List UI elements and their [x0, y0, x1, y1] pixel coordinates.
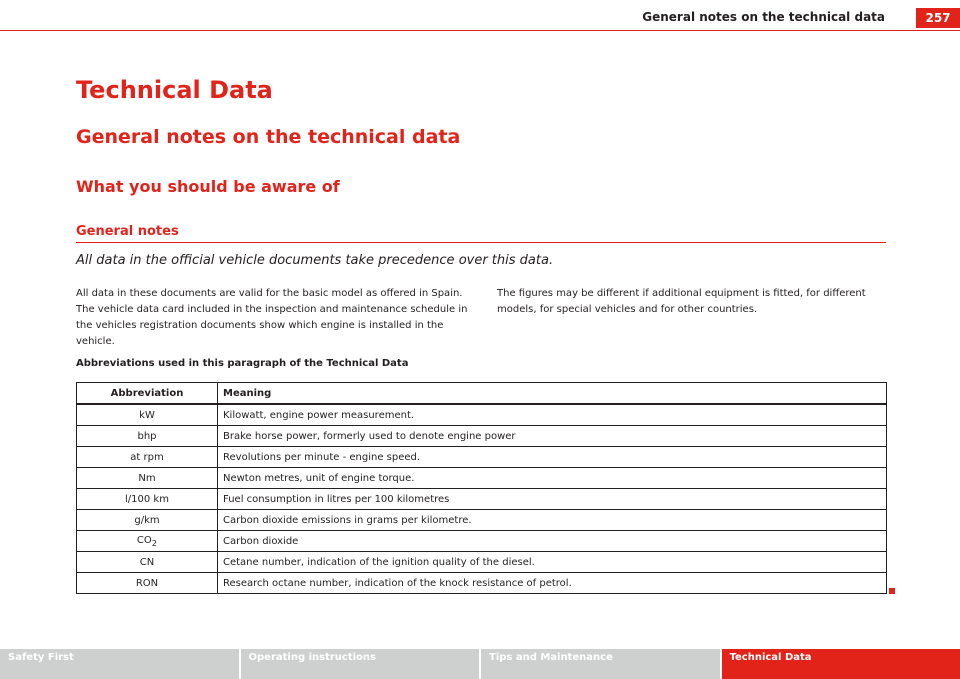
abbreviation-cell: bhp	[77, 426, 218, 447]
table-row	[77, 426, 887, 447]
meaning-cell: Carbon dioxide	[218, 531, 887, 552]
end-of-section-square-icon	[889, 588, 895, 594]
meaning-cell: Carbon dioxide emissions in grams per kilometre.	[218, 510, 887, 531]
body-paragraph-right: The figures may be different if additional equipment is fitted, for different models, for special vehicles and for other countries.	[497, 288, 866, 315]
abbreviations-table	[76, 382, 887, 594]
table-row	[77, 531, 887, 552]
meaning-cell: Fuel consumption in litres per 100 kilometres	[218, 489, 887, 510]
meaning-cell: Kilowatt, engine power measurement.	[218, 404, 887, 426]
table-row	[77, 510, 887, 531]
meaning-cell: Newton metres, unit of engine torque.	[218, 468, 887, 489]
meaning-cell: Brake horse power, formerly used to denote engine power	[218, 426, 887, 447]
column-header-abbreviation: Abbreviation	[77, 383, 218, 405]
table-row	[77, 404, 887, 426]
tab-technical-data[interactable]: Technical Data	[722, 649, 960, 679]
table-header-row	[77, 383, 887, 405]
table-caption: Abbreviations used in this paragraph of the Technical Data	[76, 358, 409, 369]
meaning-cell: Revolutions per minute - engine speed.	[218, 447, 887, 468]
meaning-cell: Cetane number, indication of the ignition quality of the diesel.	[218, 552, 887, 573]
topic-heading: General notes	[76, 224, 179, 239]
abbreviation-base: CO	[136, 534, 152, 546]
abbreviation-cell: RON	[77, 573, 218, 594]
abbreviation-subscript: 2	[151, 537, 158, 548]
tab-safety-first[interactable]: Safety First	[0, 649, 241, 679]
table-row	[77, 447, 887, 468]
section-heading: General notes on the technical data	[76, 126, 461, 148]
page-number: 257	[916, 8, 960, 28]
abbreviation-cell: kW	[77, 404, 218, 426]
column-header-meaning: Meaning	[218, 383, 887, 405]
abbreviation-cell: CN	[77, 552, 218, 573]
header-divider	[0, 30, 960, 31]
abbreviation-cell	[77, 531, 218, 552]
tab-tips-and-maintenance[interactable]: Tips and Maintenance	[481, 649, 722, 679]
abbreviation-cell: g/km	[77, 510, 218, 531]
abbreviation-cell: Nm	[77, 468, 218, 489]
meaning-cell: Research octane number, indication of the knock resistance of petrol.	[218, 573, 887, 594]
abbreviation-cell: l/100 km	[77, 489, 218, 510]
table-row	[77, 489, 887, 510]
table-row	[77, 573, 887, 594]
abbreviation-cell: at rpm	[77, 447, 218, 468]
body-paragraph-left: All data in these documents are valid for the basic model as offered in Spain. The vehicle data card included in the inspection and maintenance schedule in the vehicles registration documents show which engine is installed in the vehicle.	[76, 288, 468, 347]
chapter-tabs	[0, 649, 960, 679]
lead-paragraph: All data in the official vehicle documents take precedence over this data.	[76, 253, 554, 268]
topic-divider	[76, 242, 886, 243]
tab-operating-instructions[interactable]: Operating instructions	[241, 649, 482, 679]
table-row	[77, 468, 887, 489]
running-header-title: General notes on the technical data	[642, 10, 885, 24]
chapter-title: Technical Data	[76, 76, 273, 104]
subsection-heading: What you should be aware of	[76, 177, 340, 196]
table-row	[77, 552, 887, 573]
